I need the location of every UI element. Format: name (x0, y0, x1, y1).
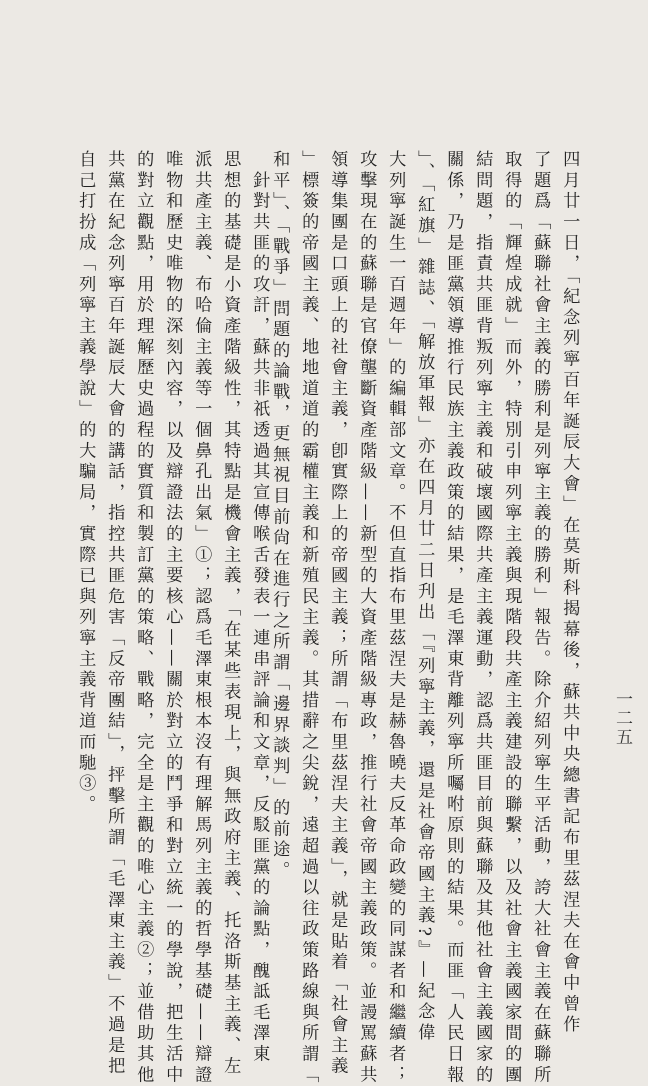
text-column: 結問題，指責共匪背叛列寧主義和破壞國際共產主義運動，認爲共匪目前與蘇聯及其他社會主義國家的 (472, 150, 493, 1086)
text-column: 唯物和歷史唯物的深刻內容，以及辯證法的主要核心——關於對立的鬥爭和對立統一的學說，把生活中 (162, 150, 183, 1086)
text-column: 自己打扮成「列寧主義學說」的大騙局，實際已與列寧主義背道而馳③。 (75, 150, 96, 816)
text-column: 針對共匪的攻訐，蘇共非祇透過其宣傳喉舌發表一連串評論和文章，反駁匪黨的論點，醜詆毛澤東 (249, 150, 270, 1066)
text-column: 和平」、「戰爭」問題的論戰，更無視目前尙在進行之所謂「邊界談判」的前途。 (269, 150, 290, 882)
text-column: 派共產主義、布哈倫主義等一個鼻孔出氣」①；認爲毛澤東根本沒有理解馬列主義的哲學基礎——辯證 (191, 150, 212, 1086)
text-column: 領導集團是口頭上的社會主義，卽實際上的帝國主義；所謂「布里茲涅夫主義」，就是貼着「社會主義 (327, 150, 348, 1078)
page-number: 一二五 (612, 690, 632, 747)
text-column: 」、「紅旗」雜誌、「解放軍報」亦在四月廿二日刋出「『列寧主義，還是社會帝國主義?』—紀念偉 (414, 150, 435, 1044)
text-column: 關係，乃是匪黨領導推行民族主義政策的結果，是毛澤東背離列寧所囑咐原則的結果。而匪「人民日報 (443, 150, 464, 1086)
text-column: 共黨在紀念列寧百年誕辰大會的講話，指控共匪危害「反帝團結」，抨擊所謂「毛澤東主義」不過是把 (104, 150, 125, 1078)
text-column: 思想的基礎是小資產階級性，其特點是機會主義，「在某些表現上，與無政府主義、托洛斯基主義、左 (220, 150, 241, 1078)
text-column: 四月廿一日，「紀念列寧百年誕辰大會」在莫斯科揭幕後，蘇共中央總書記布里茲涅夫在會中曾作 (559, 150, 580, 1036)
text-column: 了題爲「蘇聯社會主義的勝利是列寧主義的勝利」報告。除介紹列寧生平活動，誇大社會主義在蘇聯所 (530, 150, 551, 1086)
text-column: 攻擊現在的蘇聯是官僚壟斷資產階級——新型的大資產階級專政，推行社會帝國主義政策。並謾罵蘇共 (356, 150, 377, 1086)
text-column: 取得的「輝煌成就」而外，特別引申列寧主義與現階段共產主義建設的聯繫，以及社會主義國家間的團 (501, 150, 522, 1086)
text-column: 」標簽的帝國主義、地地道道的霸權主義和新殖民主義。其措辭之尖銳，遠超過以往政策路線與所謂「 (298, 150, 319, 1086)
text-column: 的對立觀點，用於理解歷史過程的實質和製訂黨的策略、戰略，完全是主觀的唯心主義②；並借助其他 (133, 150, 154, 1086)
text-column: 大列寧誕生一百週年」的編輯部文章。不但直指布里茲涅夫是赫魯曉夫反革命政變的同謀者和繼續者； (385, 150, 406, 1086)
